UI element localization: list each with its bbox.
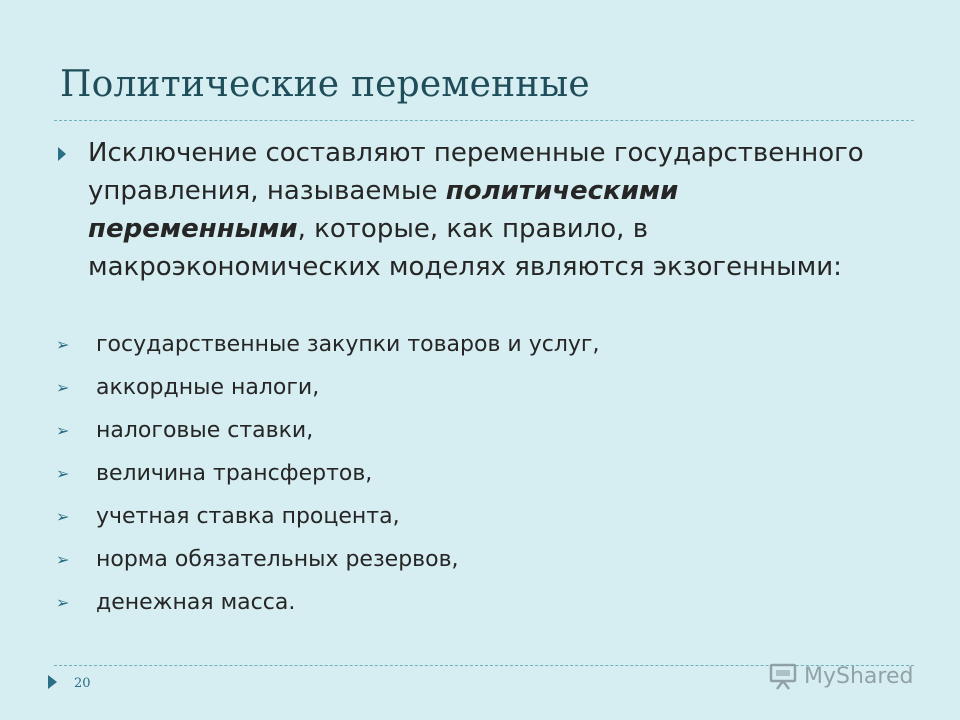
list-item [56, 455, 916, 498]
list-item-label: денежная масса. [96, 590, 296, 615]
list-item-label: норма обязательных резервов, [96, 547, 459, 572]
list-item [56, 369, 916, 412]
main-paragraph-emphasis: политическими переменными [88, 176, 679, 244]
slide-title: Политические переменные [60, 64, 590, 105]
footer-triangle-icon [48, 675, 57, 689]
list-item-label: государственные закупки товаров и услуг, [96, 332, 600, 357]
presentation-board-icon [768, 661, 798, 691]
main-paragraph [88, 134, 888, 286]
list-item-label: налоговые ставки, [96, 418, 314, 443]
list-item [56, 584, 916, 627]
sub-bullet-list [56, 326, 916, 627]
arrow-bullet-icon: ➢ [56, 335, 70, 354]
list-item-label: величина трансфертов, [96, 461, 373, 486]
triangle-bullet-icon [58, 147, 66, 161]
main-paragraph-text-1: Исключение составляют переменные государственного управления, называемые [88, 138, 864, 206]
list-item-label: учетная ставка процента, [96, 504, 400, 529]
list-item [56, 541, 916, 584]
watermark [768, 658, 913, 694]
arrow-bullet-icon: ➢ [56, 507, 70, 526]
list-item [56, 326, 916, 369]
arrow-bullet-icon: ➢ [56, 421, 70, 440]
watermark-text: MyShared [804, 663, 914, 689]
list-item-label: аккордные налоги, [96, 375, 320, 400]
arrow-bullet-icon: ➢ [56, 593, 70, 612]
arrow-bullet-icon: ➢ [56, 378, 70, 397]
main-paragraph-text-2: , которые, как правило, в макроэкономических моделях являются экзогенными: [88, 214, 842, 282]
arrow-bullet-icon: ➢ [56, 464, 70, 483]
page-number: 20 [74, 676, 91, 691]
title-divider [54, 120, 914, 121]
list-item [56, 412, 916, 455]
list-item [56, 498, 916, 541]
arrow-bullet-icon: ➢ [56, 550, 70, 569]
